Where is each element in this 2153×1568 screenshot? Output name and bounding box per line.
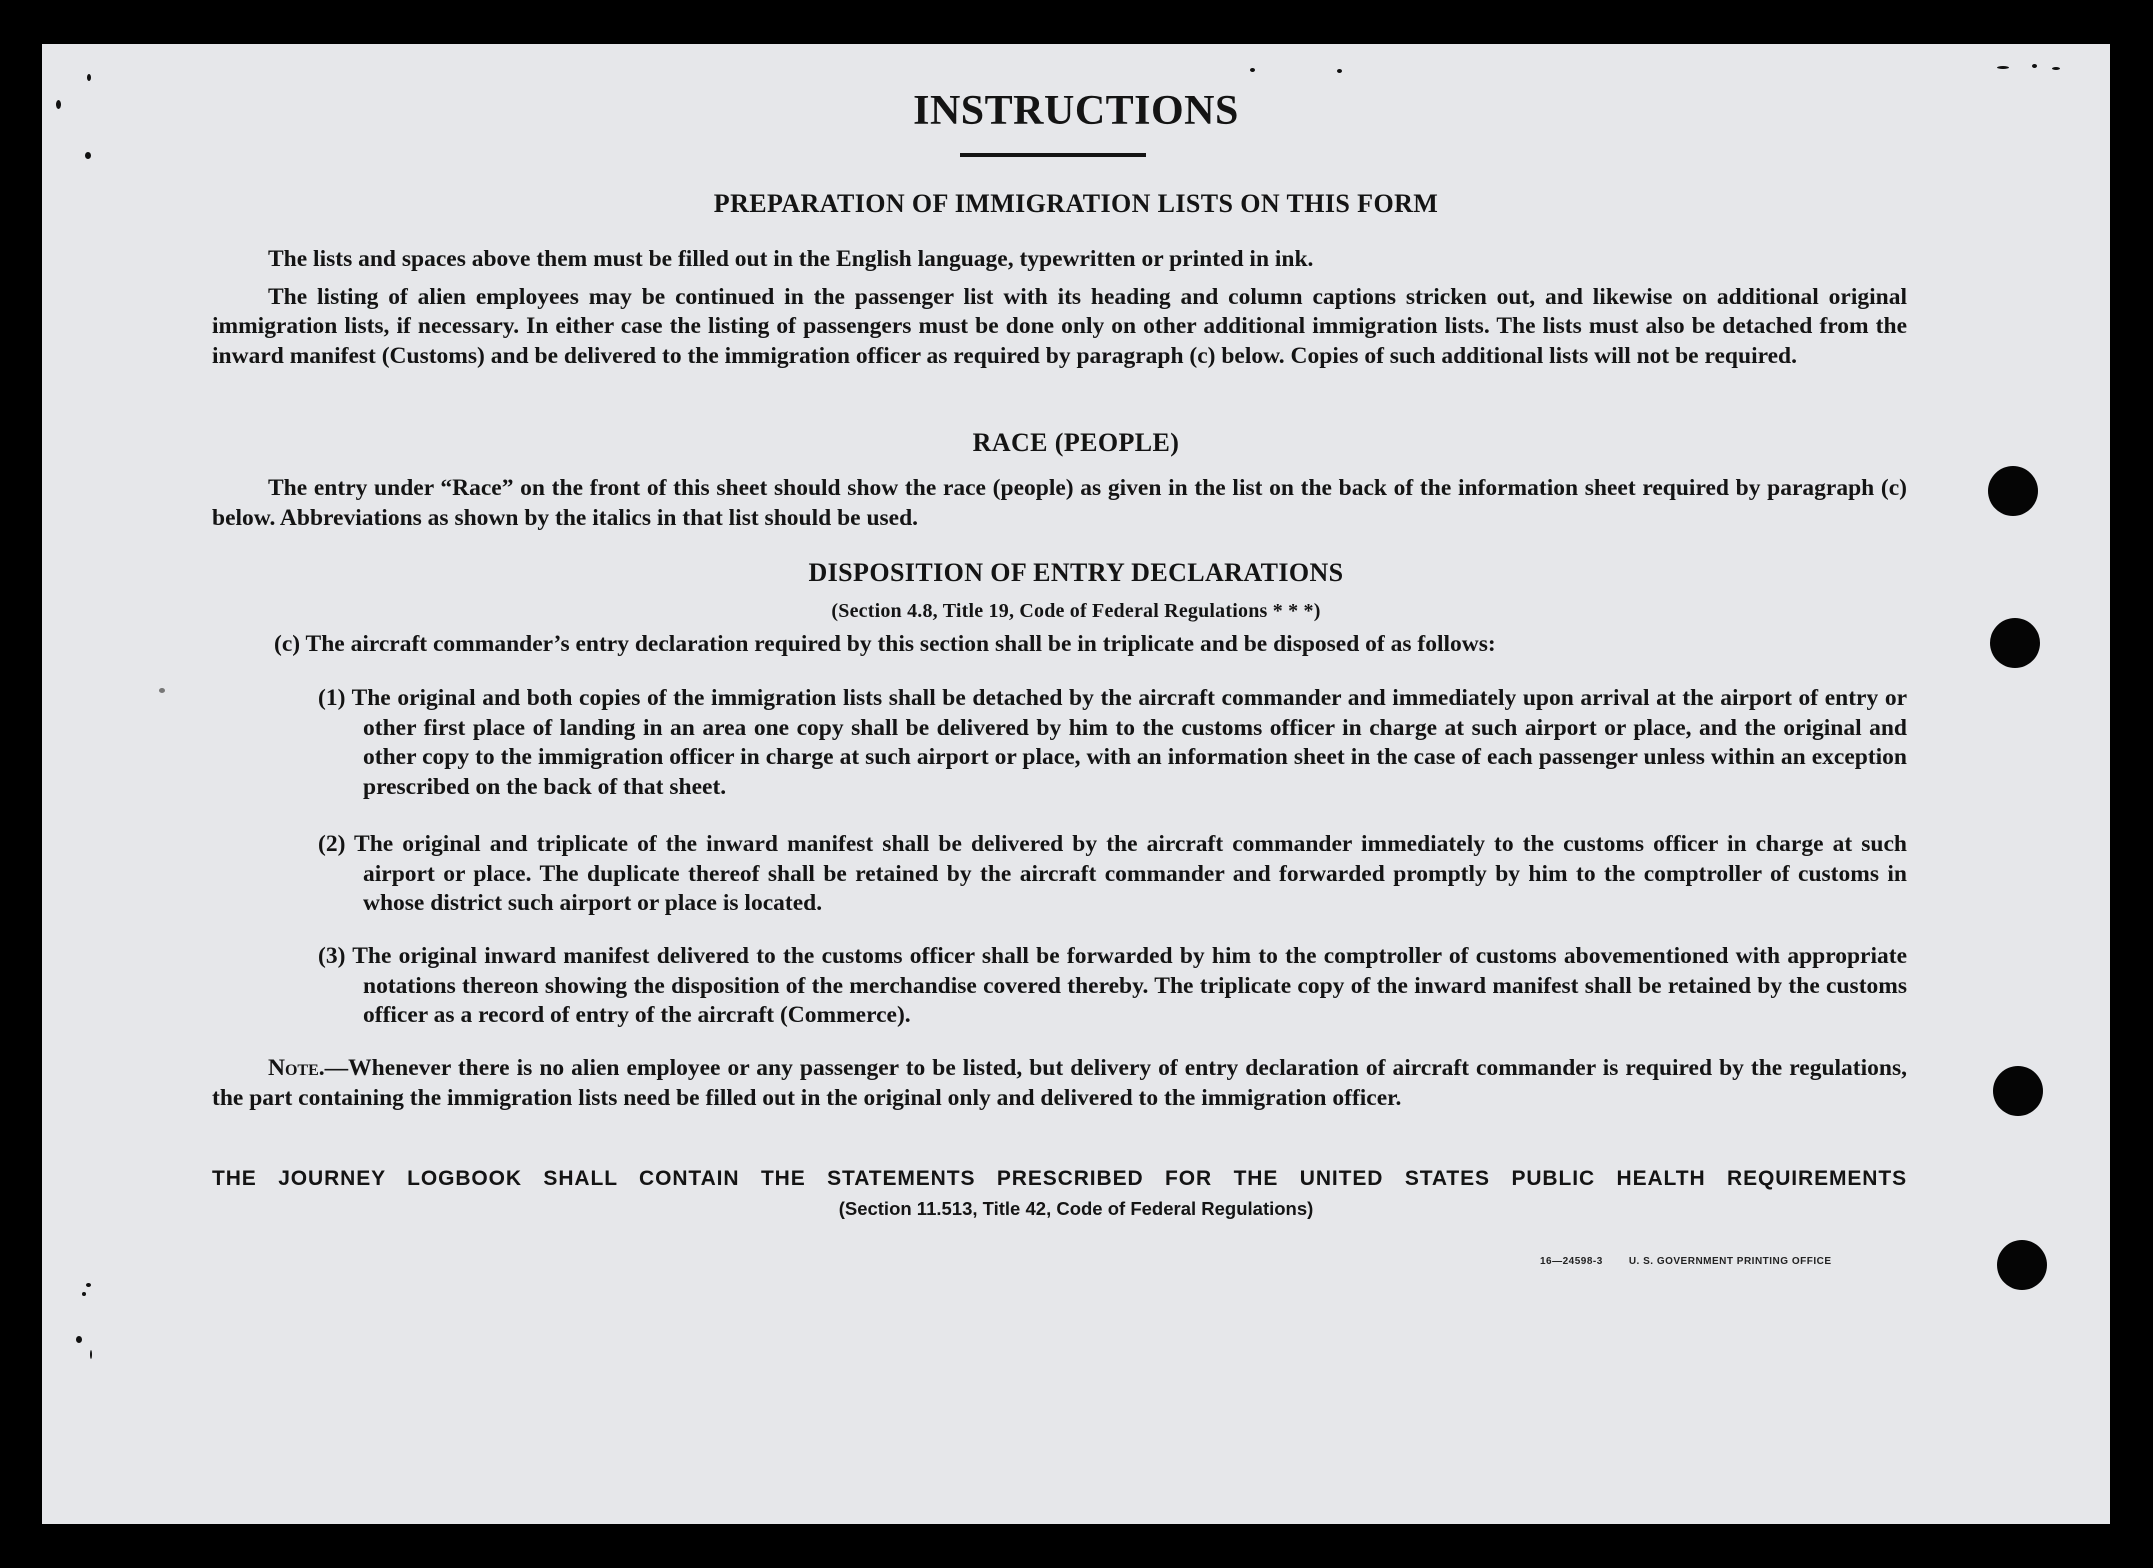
preparation-paragraph-2: The listing of alien employees may be continued in the passenger list with its heading and column captions stricken out, and likewise on additional original immigration lists, if necessary. In either case the listing of passengers must be done only on other additional immigration lists. The lists must also be detached from the inward manifest (Customs) and be delivered to the immigration officer as required by paragraph (c) below. Copies of such additional lists will not be required.: [212, 283, 1907, 369]
note-paragraph: [212, 1054, 1907, 1113]
disposition-citation: (Section 4.8, Title 19, Code of Federal Regulations * * *): [831, 600, 1321, 622]
punch-hole: [1988, 466, 2038, 516]
disposition-intro-text: (c) The aircraft commander’s entry declaration required by this section shall be in triplicate and be disposed of as follows:: [274, 631, 1496, 657]
footer-citation: (Section 11.513, Title 42, Code of Federal Regulations): [838, 1198, 1314, 1219]
disposition-intro: [212, 630, 1907, 668]
title-underline: [960, 153, 1146, 157]
scan-speck: [159, 688, 165, 693]
note-body: [212, 1054, 1907, 1121]
document-page: [42, 44, 2110, 1524]
page-title: INSTRUCTIONS: [913, 88, 1239, 134]
section-heading-disposition: DISPOSITION OF ENTRY DECLARATIONS: [808, 558, 1344, 587]
preparation-body: [212, 245, 1907, 379]
punch-hole: [1990, 618, 2040, 668]
note-text: —Whenever there is no alien employee or any passenger to be listed, but delivery of entry declaration of aircraft commander is required by the regulations, the part containing the immigration lists need be filled out in the original only and delivered to the immigration officer.: [212, 1055, 1907, 1111]
footer-health-requirements: THE JOURNEY LOGBOOK SHALL CONTAIN THE STATEMENTS PRESCRIBED FOR THE UNITED STATES PUBLIC HEALTH REQUIREMENTS: [212, 1167, 1907, 1190]
note-label: Note.: [268, 1055, 325, 1081]
scan-speck: [82, 1292, 86, 1296]
punch-hole: [1997, 1240, 2047, 1290]
scan-speck: [56, 100, 61, 109]
punch-hole: [1993, 1066, 2043, 1116]
scan-speck: [1997, 66, 2009, 69]
disposition-item-2: (2) The original and triplicate of the inward manifest shall be delivered by the aircraft commander immediately to the customs officer in charge at such airport or place. The duplicate thereof shall be retained by the aircraft commander and forwarded promptly by him to the comptroller of customs in whose district such airport or place is located.: [318, 831, 1907, 916]
preparation-paragraph-1: The lists and spaces above them must be filled out in the English language, typewritten or printed in ink.: [268, 246, 1314, 272]
scan-speck: [85, 152, 91, 159]
scan-speck: [90, 1350, 92, 1359]
printer-name: U. S. GOVERNMENT PRINTING OFFICE: [1628, 1256, 1832, 1267]
scan-speck: [2052, 67, 2060, 70]
scan-speck: [87, 74, 91, 81]
scan-speck: [2032, 64, 2037, 68]
section-heading-race: RACE (PEOPLE): [972, 428, 1180, 457]
scan-speck: [76, 1336, 82, 1343]
scan-speck: [1337, 69, 1342, 73]
form-number: 16—24598-3: [1540, 1256, 1603, 1267]
race-paragraph: The entry under “Race” on the front of this sheet should show the race (people) as given in the list on the back of the information sheet required by paragraph (c) below. Abbreviations as shown by the italics in that list should be used.: [212, 475, 1907, 531]
scan-speck: [86, 1283, 91, 1287]
disposition-item-3: (3) The original inward manifest delivered to the customs officer shall be forwarded by him to the comptroller of customs abovementioned with appropriate notations thereon showing the disposition of the merchandise covered thereby. The triplicate copy of the inward manifest shall be retained by the customs officer as a record of entry of the aircraft (Commerce).: [318, 943, 1907, 1028]
section-heading-preparation: PREPARATION OF IMMIGRATION LISTS ON THIS FORM: [713, 189, 1439, 218]
printer-imprint: [1540, 1256, 1832, 1267]
race-body: [212, 474, 1907, 541]
disposition-item-1: (1) The original and both copies of the immigration lists shall be detached by the aircraft commander and immediately upon arrival at the airport of entry or other first place of landing in an area one copy shall be delivered by him to the customs officer in charge at such airport or place, and the original and other copy to the immigration officer in charge at such airport or place, with an information sheet in the case of each passenger unless within an exception prescribed on the back of that sheet.: [318, 685, 1907, 800]
scan-speck: [1250, 68, 1255, 72]
